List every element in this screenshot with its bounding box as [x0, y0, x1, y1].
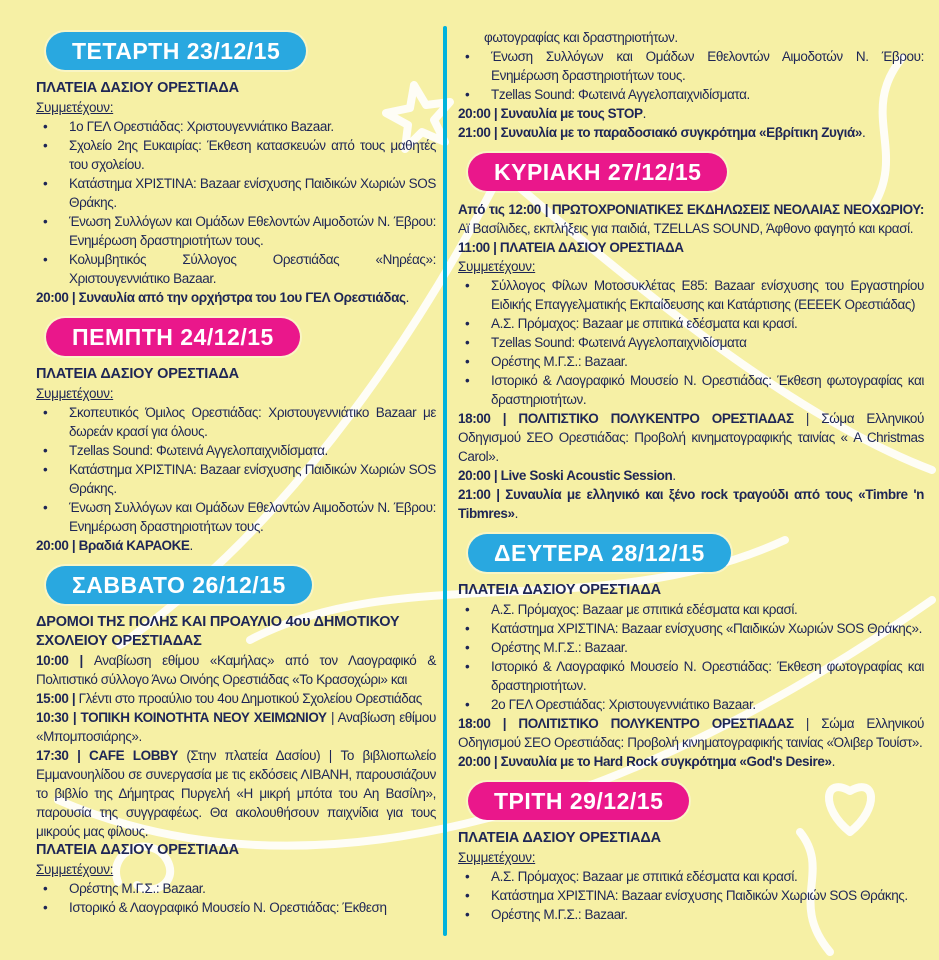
participants-label: Συμμετέχουν: [36, 862, 114, 877]
text-run: 10:00 | [36, 653, 94, 668]
text-run: . [642, 106, 646, 121]
bullet-text [69, 250, 436, 288]
day-badge-label: ΤΕΤΑΡΤΗ 23/12/15 [72, 38, 281, 64]
venue-heading: ΠΛΑΤΕΙΑ ΔΑΣΙΟΥ ΟΡΕΣΤΙΑΔΑ [36, 842, 239, 858]
event-bullet [36, 117, 436, 136]
text-run: 2ο ΓΕΛ Ορεστιάδας: Χριστουγεννιάτικο Bazaar. [491, 697, 756, 712]
text-run: Σύλλογος Φίλων Μοτοσυκλέτας Ε85: Bazaar ενίσχυσης του Εργαστηρίου Ειδικής Επαγγελματικής Εκπαίδευσης και Κατάρτισης (ΕΕΕΕΚ Ορεστιάδας) [491, 278, 924, 312]
day-badge-label: ΚΥΡΙΑΚΗ 27/12/15 [494, 159, 702, 185]
text-run: . [189, 538, 193, 553]
text-run: 21:00 | Συναυλία με το παραδοσιακό συγκρότημα «Εβρίτικη Ζυγιά» [458, 125, 862, 140]
text-run: Κατάστημα ΧΡΙΣΤΙΝΑ: Bazaar ενίσχυσης Παιδικών Χωριών SOS Θράκης. [491, 888, 908, 903]
text-run: (Στην πλατεία Δασίου) | Το βιβλιοπωλείο Εμμανουηλίδου σε συνεργασία με τις εκδόσεις ΛΙΒΑΝΗ, παρουσιάζουν το βιβλίο της Δήμητρας Πυργελή «Η μικρή μπότα του Αη Βασίλη», παρουσία της συγγραφέως. Θα ακολουθήσουν παιχνίδια για τους μικρούς μας φίλους. [36, 748, 436, 839]
text-run: 15:00 | [36, 691, 79, 706]
schedule-line [36, 288, 436, 307]
bullet-text [491, 333, 924, 352]
column-divider [443, 26, 447, 936]
bullet-text [491, 276, 924, 314]
venue-heading: ΠΛΑΤΕΙΑ ΔΑΣΙΟΥ ΟΡΕΣΤΙΑΔΑ [36, 80, 239, 96]
text-run: Ένωση Συλλόγων και Ομάδων Εθελοντών Αιμοδοτών Ν. Έβρου: Ενημέρωση δραστηριοτήτων τους. [69, 214, 436, 248]
event-bullet [36, 460, 436, 498]
event-bullet [36, 212, 436, 250]
schedule-line [458, 485, 924, 523]
text-run: Ένωση Συλλόγων και Ομάδων Εθελοντών Αιμοδοτών Ν. Έβρου: Ενημέρωση δραστηριοτήτων τους. [491, 49, 924, 83]
bullet-dot: • [465, 278, 470, 293]
event-bullet [36, 879, 436, 898]
text-run: Ιστορικό & Λαογραφικό Μουσείο Ν. Ορεστιάδας: Έκθεση [69, 900, 387, 915]
bullet-dot: • [465, 888, 470, 903]
bullet-dot: • [465, 869, 470, 884]
event-bullet [458, 886, 924, 905]
bullet-text [491, 867, 924, 886]
event-bullet [36, 136, 436, 174]
bullet-text [69, 136, 436, 174]
bullet-dot: • [465, 335, 470, 350]
bullet-text [491, 600, 924, 619]
participants-label: Συμμετέχουν: [458, 850, 536, 865]
schedule-line [458, 123, 924, 142]
bullet-dot: • [465, 373, 470, 388]
bullet-text [491, 47, 924, 85]
bullet-text [491, 371, 924, 409]
text-run: 20:00 | Συναυλία με το Hard Rock συγκρότημα «God's Desire» [458, 754, 832, 769]
event-bullet [458, 695, 924, 714]
event-bullet [36, 898, 436, 917]
text-run: 21:00 | Συναυλία με ελληνικό και ξένο rock τραγούδι από τους «Timbre 'n Tibmres» [458, 487, 924, 521]
text-run: Ένωση Συλλόγων και Ομάδων Εθελοντών Αιμοδοτών Ν. Έβρου: Ενημέρωση δραστηριοτήτων τους. [69, 500, 436, 534]
bullet-text [491, 619, 924, 638]
bullet-text [491, 905, 924, 924]
event-bullet [458, 619, 924, 638]
schedule-line [36, 536, 436, 555]
schedule-line [36, 708, 436, 746]
participants-label: Συμμετέχουν: [36, 100, 114, 115]
text-run: Ορέστης Μ.Γ.Σ.: Bazaar. [69, 881, 206, 896]
bullet-dot: • [43, 119, 48, 134]
bullet-dot: • [43, 462, 48, 477]
bullet-dot: • [43, 500, 48, 515]
event-bullet [458, 352, 924, 371]
day-badge-label: ΔΕΥΤΕΡΑ 28/12/15 [494, 540, 705, 566]
bullet-dot: • [43, 252, 48, 267]
text-run: Κατάστημα ΧΡΙΣΤΙΝΑ: Bazaar ενίσχυσης Παιδικών Χωριών SOS Θράκης. [69, 176, 436, 210]
text-run: φωτογραφίας και δραστηριοτήτων. [484, 30, 678, 45]
bullet-dot: • [465, 49, 470, 64]
schedule-line [36, 689, 436, 708]
bullet-dot: • [465, 316, 470, 331]
text-run: Κολυμβητικός Σύλλογος Ορεστιάδας «Νηρέας»: Χριστουγεννιάτικο Bazaar. [69, 252, 436, 286]
event-bullet [36, 498, 436, 536]
text-run: Ορέστης Μ.Γ.Σ.: Bazaar. [491, 907, 628, 922]
text-run: | Σώμα Ελληνικού Οδηγισμού ΣΕΟ Ορεστιάδας: Προβολή κινηματογραφικής ταινίας « A Christmas Carol». [458, 411, 924, 464]
text-run: . [831, 754, 835, 769]
text-run: 11:00 | ΠΛΑΤΕΙΑ ΔΑΣΙΟΥ ΟΡΕΣΤΙΑΔΑ [458, 240, 684, 255]
text-run: Σχολείο 2ης Ευκαιρίας: Έκθεση κατασκευών από τους μαθητές του σχολείου. [69, 138, 436, 172]
text-run: Από τις 12:00 | ΠΡΩΤΟΧΡΟΝΙΑΤΙΚΕΣ ΕΚΔΗΛΩΣΕΙΣ ΝΕΟΛΑΙΑΣ ΝΕΟΧΩΡΙΟΥ: [458, 202, 924, 217]
text-run: Αναβίωση εθίμου «Καμήλας» από τον Λαογραφικό & Πολιτιστικό σύλλογο Άνω Οινόης Ορεστιάδας «Το Κρασοχώρι» και [36, 653, 436, 687]
bullet-dot: • [43, 176, 48, 191]
text-run: . [405, 290, 409, 305]
event-bullet [458, 314, 924, 333]
schedule-line [458, 409, 924, 466]
text-run: Α.Σ. Πρόμαχος: Bazaar με σπιτικά εδέσματα και κρασί. [491, 869, 798, 884]
text-run: 1ο ΓΕΛ Ορεστιάδας: Χριστουγεννιάτικο Bazaar. [69, 119, 334, 134]
continuation-line [458, 28, 924, 47]
venue-heading: ΠΛΑΤΕΙΑ ΔΑΣΙΟΥ ΟΡΕΣΤΙΑΔΑ [36, 366, 239, 382]
text-run: Ιστορικό & Λαογραφικό Μουσείο Ν. Ορεστιάδας: Έκθεση φωτογραφίας και δραστηριοτήτων. [491, 373, 924, 407]
text-run: 18:00 | ΠΟΛΙΤΙΣΤΙΚΟ ΠΟΛΥΚΕΝΤΡΟ ΟΡΕΣΤΙΑΔΑΣ [458, 716, 794, 731]
bullet-text [69, 879, 436, 898]
schedule-line [36, 651, 436, 689]
venue-heading: ΠΛΑΤΕΙΑ ΔΑΣΙΟΥ ΟΡΕΣΤΙΑΔΑ [458, 582, 661, 598]
schedule-line [458, 104, 924, 123]
event-bullet [458, 85, 924, 104]
text-run: Ορέστης Μ.Γ.Σ.: Bazaar. [491, 354, 628, 369]
bullet-dot: • [43, 881, 48, 896]
bullet-text [69, 174, 436, 212]
text-run: Κατάστημα ΧΡΙΣΤΙΝΑ: Bazaar ενίσχυσης Παιδικών Χωριών SOS Θράκης. [69, 462, 436, 496]
bullet-dot: • [465, 907, 470, 922]
event-bullet [458, 276, 924, 314]
text-run: Α.Σ. Πρόμαχος: Bazaar με σπιτικά εδέσματα και κρασί. [491, 316, 798, 331]
text-run: 20:00 | Βραδιά ΚΑΡΑΟΚΕ [36, 538, 190, 553]
text-run: 20:00 | Συναυλία με τους STOP [458, 106, 643, 121]
bullet-text [491, 85, 924, 104]
event-section [458, 780, 924, 924]
day-badge [468, 534, 731, 572]
bullet-dot: • [43, 405, 48, 420]
schedule-line [458, 466, 924, 485]
text-run: | Αναβίωση εθίμου «Μπομποσιάρης». [36, 710, 436, 744]
text-run: Γλέντι στο προαύλιο του 4ου Δημοτικού Σχολείου Ορεστιάδας [78, 691, 422, 706]
text-run: . [672, 468, 676, 483]
schedule-line [36, 746, 436, 841]
event-section [36, 564, 436, 917]
bullet-text [491, 352, 924, 371]
text-run: Tzellas Sound: Φωτεινά Αγγελοπαιχνιδίσματα. [491, 87, 750, 102]
bullet-dot: • [465, 621, 470, 636]
schedule-line [458, 714, 924, 752]
event-bullet [458, 371, 924, 409]
bullet-dot: • [465, 354, 470, 369]
text-run: 17:30 | CAFE LOBBY [36, 748, 187, 763]
day-badge-label: ΤΡΙΤΗ 29/12/15 [494, 788, 664, 814]
event-section [36, 30, 436, 307]
bullet-text [69, 498, 436, 536]
bullet-dot: • [465, 640, 470, 655]
event-bullet [36, 250, 436, 288]
bullet-text [491, 638, 924, 657]
text-run: Κατάστημα ΧΡΙΣΤΙΝΑ: Bazaar ενίσχυσης «Παιδικών Χωριών SOS Θράκης». [491, 621, 922, 636]
day-badge [46, 32, 306, 70]
day-badge [468, 153, 727, 191]
text-run: Α.Σ. Πρόμαχος: Bazaar με σπιτικά εδέσματα και κρασί. [491, 602, 798, 617]
bullet-text [69, 898, 436, 917]
left-column [36, 30, 436, 926]
day-badge-label: ΠΕΜΠΤΗ 24/12/15 [72, 324, 274, 350]
event-bullet [36, 403, 436, 441]
text-run: 20:00 | Συναυλία από την ορχήστρα του 1ου ΓΕΛ Ορεστιάδας [36, 290, 406, 305]
day-badge [46, 566, 312, 604]
day-badge [46, 318, 300, 356]
event-bullet [458, 638, 924, 657]
text-run: 18:00 | ΠΟΛΙΤΙΣΤΙΚΟ ΠΟΛΥΚΕΝΤΡΟ ΟΡΕΣΤΙΑΔΑΣ [458, 411, 794, 426]
event-section [458, 532, 924, 771]
bullet-text [69, 441, 436, 460]
venue-heading: ΠΛΑΤΕΙΑ ΔΑΣΙΟΥ ΟΡΕΣΤΙΑΔΑ [458, 830, 661, 846]
bullet-dot: • [465, 602, 470, 617]
bullet-text [69, 212, 436, 250]
schedule-line [458, 200, 924, 238]
event-bullet [458, 657, 924, 695]
text-run: 20:00 | Live Soski Acoustic Session [458, 468, 673, 483]
bullet-dot: • [465, 697, 470, 712]
participants-label: Συμμετέχουν: [458, 259, 536, 274]
venue-heading: ΔΡΟΜΟΙ ΤΗΣ ΠΟΛΗΣ ΚΑΙ ΠΡΟΑΥΛΙΟ 4ου ΔΗΜΟΤΙΚΟΥ ΣΧΟΛΕΙΟΥ ΟΡΕΣΤΙΑΔΑΣ [36, 614, 400, 649]
bullet-text [491, 695, 924, 714]
bullet-text [69, 460, 436, 498]
event-bullet [36, 174, 436, 212]
participants-label: Συμμετέχουν: [36, 386, 114, 401]
bullet-dot: • [465, 87, 470, 102]
right-column [458, 28, 924, 933]
schedule-line [458, 752, 924, 771]
day-badge-label: ΣΑΒΒΑΤΟ 26/12/15 [72, 572, 286, 598]
text-run: Tzellas Sound: Φωτεινά Αγγελοπαιχνιδίσματα [491, 335, 747, 350]
event-bullet [458, 47, 924, 85]
text-run: Tzellas Sound: Φωτεινά Αγγελοπαιχνιδίσματα. [69, 443, 328, 458]
event-section [458, 28, 924, 142]
text-run: Ιστορικό & Λαογραφικό Μουσείο Ν. Ορεστιάδας: Έκθεση φωτογραφίας και δραστηριοτήτων. [491, 659, 924, 693]
bullet-text [491, 657, 924, 695]
bullet-text [491, 314, 924, 333]
bullet-dot: • [465, 659, 470, 674]
event-bullet [458, 867, 924, 886]
event-section [458, 151, 924, 523]
text-run: Ορέστης Μ.Γ.Σ.: Bazaar. [491, 640, 628, 655]
schedule-line [458, 238, 924, 257]
text-run: | Σώμα Ελληνικού Οδηγισμού ΣΕΟ Ορεστιάδας: Προβολή κινηματογραφικής ταινίας «Όλιβερ Τουίστ». [458, 716, 924, 750]
bullet-text [491, 886, 924, 905]
bullet-text [69, 117, 436, 136]
text-run: Σκοπευτικός Όμιλος Ορεστιάδας: Χριστουγεννιάτικο Bazaar με δωρεάν κρασί για όλους. [69, 405, 436, 439]
event-bullet [458, 333, 924, 352]
event-section [36, 316, 436, 555]
event-bullet [36, 441, 436, 460]
event-bullet [458, 905, 924, 924]
bullet-text [69, 403, 436, 441]
text-run: . [861, 125, 866, 140]
text-run: 10:30 | ΤΟΠΙΚΗ ΚΟΙΝΟΤΗΤΑ ΝΕΟΥ ΧΕΙΜΩΝΙΟΥ [36, 710, 327, 725]
bullet-dot: • [43, 138, 48, 153]
text-run: . [514, 506, 518, 521]
bullet-dot: • [43, 900, 48, 915]
bullet-dot: • [43, 214, 48, 229]
text-run: Αϊ Βασίλιδες, εκπλήξεις για παιδιά, TZELLAS SOUND, Άφθονο φαγητό και κρασί. [458, 221, 914, 236]
bullet-dot: • [43, 443, 48, 458]
event-bullet [458, 600, 924, 619]
day-badge [468, 782, 689, 820]
